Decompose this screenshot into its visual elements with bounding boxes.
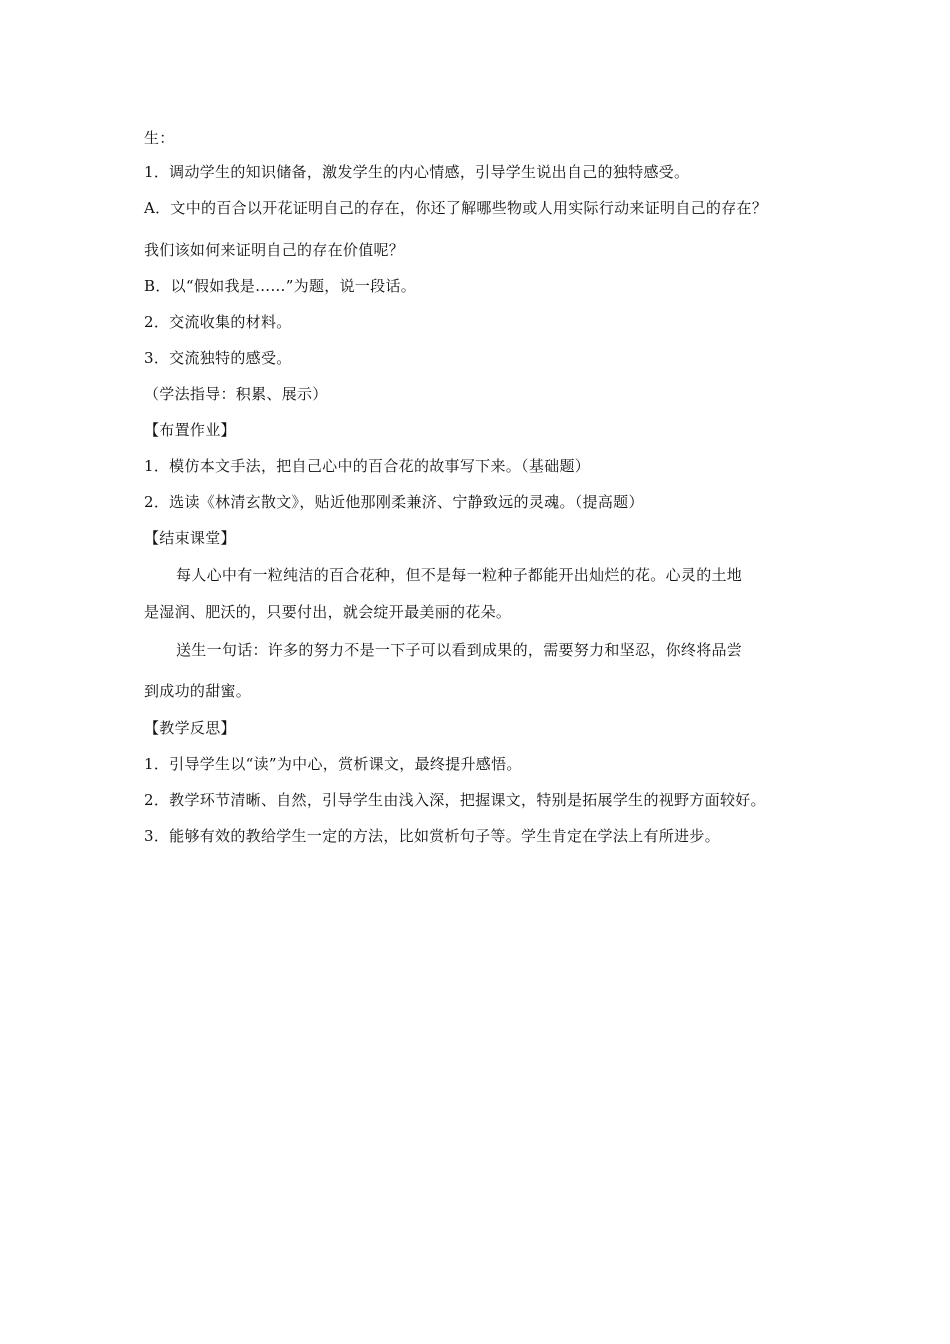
text-line-closing-paragraph-2: 送生一句话：许多的努力不是一下子可以看到成果的，需要努力和坚忍，你终将品尝 [176,641,743,659]
text-line-closing-paragraph-1: 每人心中有一粒纯洁的百合花种，但不是每一粒种子都能开出灿烂的花。心灵的土地 [176,566,743,584]
section-heading-homework: 【布置作业】 [144,421,236,439]
text-line-item-b: B．以“假如我是……”为题，说一段话。 [144,277,417,295]
section-heading-closing: 【结束课堂】 [144,529,236,547]
text-line-homework-2: 2．选读《林清玄散文》，贴近他那刚柔兼济、宁静致远的灵魂。（提高题） [144,493,644,511]
text-line-closing-paragraph-1-continued: 是湿润、肥沃的，只要付出，就会绽开最美丽的花朵。 [144,603,512,621]
text-line-reflection-2: 2．教学环节清晰、自然，引导学生由浅入深，把握课文，特别是拓展学生的视野方面较好。 [144,791,766,809]
text-line-item-1: 1．调动学生的知识储备，激发学生的内心情感，引导学生说出自己的独特感受。 [144,163,690,181]
text-line-student-label: 生： [144,129,175,147]
text-line-item-a: A．文中的百合以开花证明自己的存在，你还了解哪些物或人用实际行动来证明自己的存在？ [144,199,768,217]
section-heading-reflection: 【教学反思】 [144,719,236,737]
text-line-item-3: 3．交流独特的感受。 [144,349,292,367]
text-line-study-guide: （学法指导：积累、展示） [144,385,328,403]
text-line-reflection-3: 3．能够有效的教给学生一定的方法，比如赏析句子等。学生肯定在学法上有所进步。 [144,827,720,845]
text-line-closing-paragraph-2-continued: 到成功的甜蜜。 [144,682,252,700]
text-line-item-a-continued: 我们该如何来证明自己的存在价值呢？ [144,241,405,259]
text-line-item-2: 2．交流收集的材料。 [144,313,292,331]
text-line-reflection-1: 1．引导学生以“读”为中心，赏析课文，最终提升感悟。 [144,755,522,773]
text-line-homework-1: 1．模仿本文手法，把自己心中的百合花的故事写下来。（基础题） [144,457,591,475]
